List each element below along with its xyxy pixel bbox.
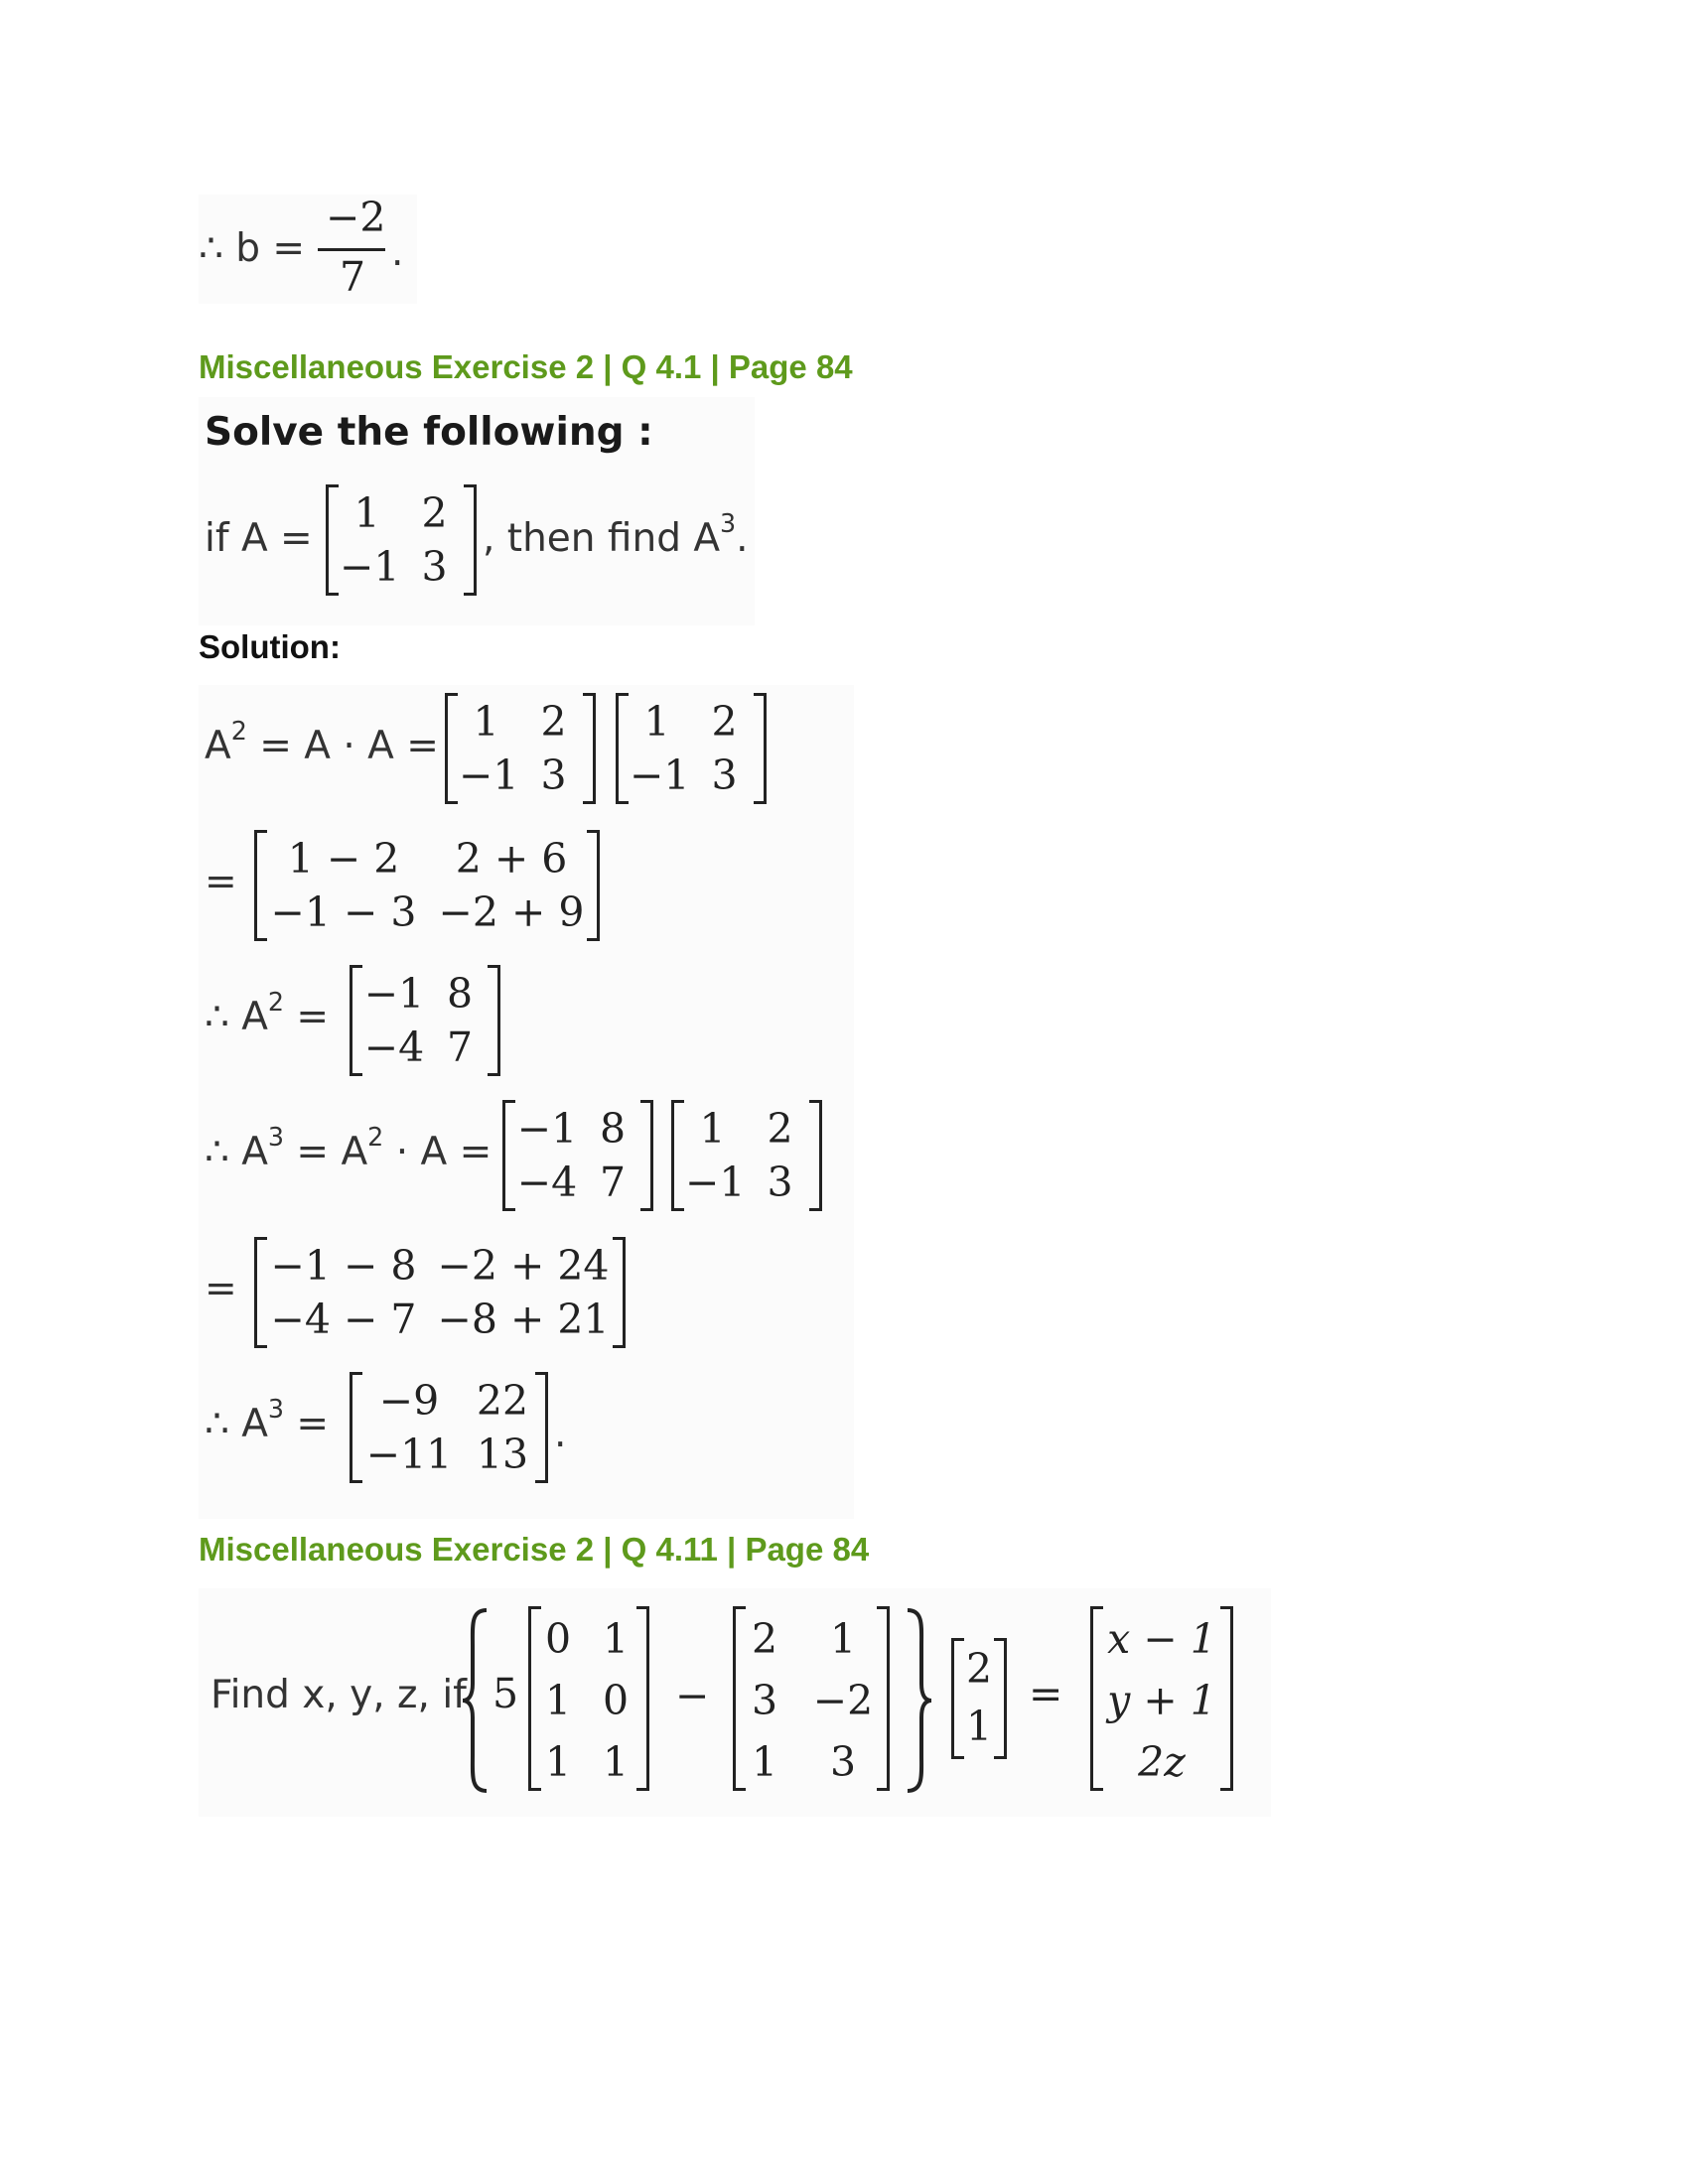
matrix-cell: 2 <box>540 698 567 746</box>
left-brace-icon <box>459 1606 494 1795</box>
matrix-cell: 1 <box>602 1615 630 1663</box>
matrix-rhs <box>1090 1606 1233 1791</box>
fraction-bar <box>318 248 385 251</box>
matrix-cell: 22 <box>476 1377 529 1425</box>
step-1-lhs: $A^2 = A \cdot A$ = <box>205 716 439 768</box>
fraction-prefix: ∴ b = <box>199 226 306 271</box>
matrix-cell: −11 <box>365 1431 453 1478</box>
matrix-cell: −8 + 21 <box>437 1296 610 1343</box>
matrix-cell: −1 <box>630 751 690 799</box>
matrix-cell: y + 1 <box>1107 1677 1216 1724</box>
step-3-lhs: ∴ $A^2$ = <box>205 987 330 1039</box>
matrix-cell: −1 − 8 <box>270 1242 417 1290</box>
matrix-cell: 2 <box>711 698 738 746</box>
matrix <box>733 1606 890 1791</box>
matrix-cell: −1 <box>459 751 519 799</box>
matrix-cell: −4 − 7 <box>270 1296 417 1343</box>
matrix-cell: 2 <box>965 1645 993 1693</box>
matrix <box>254 1237 626 1348</box>
step-6-lhs: ∴ $A^3$ = <box>205 1394 330 1446</box>
matrix-cell: −2 + 24 <box>437 1242 610 1290</box>
matrix-cell: −2 <box>812 1677 874 1724</box>
matrix-cell: 2 <box>751 1615 778 1663</box>
matrix-cell: 1 <box>643 698 670 746</box>
matrix <box>350 965 500 1076</box>
matrix-cell: −1 <box>340 543 400 591</box>
matrix-cell: 3 <box>711 751 738 799</box>
matrix <box>254 830 600 941</box>
matrix <box>528 1606 649 1791</box>
matrix-cell: 2z <box>1138 1738 1186 1786</box>
matrix-cell: 8 <box>446 970 474 1018</box>
fraction-numerator: −2 <box>326 194 386 241</box>
matrix-cell: 1 <box>473 698 499 746</box>
matrix-cell: −2 + 9 <box>438 888 585 936</box>
matrix-cell: 3 <box>540 751 567 799</box>
fraction-denominator: 7 <box>340 253 366 301</box>
matrix-cell: −4 <box>516 1159 578 1206</box>
q2-scalar: 5 <box>492 1670 519 1717</box>
matrix <box>951 1638 1007 1759</box>
step-2-lhs: = <box>205 860 237 904</box>
matrix-cell: 1 <box>829 1615 857 1663</box>
matrix-cell: −1 <box>363 970 425 1018</box>
matrix-cell: 1 <box>965 1703 993 1750</box>
matrix-cell: 1 <box>602 1738 630 1786</box>
matrix-cell: x − 1 <box>1107 1615 1216 1663</box>
matrix-cell: −1 − 3 <box>270 888 417 936</box>
q1-problem-prefix: if A = <box>205 516 313 561</box>
matrix-cell: 3 <box>829 1738 857 1786</box>
right-brace-icon <box>900 1606 935 1795</box>
matrix-cell: 1 <box>751 1738 778 1786</box>
q2-heading: Miscellaneous Exercise 2 | Q 4.11 | Page 84 <box>199 1531 870 1568</box>
matrix <box>350 1372 548 1483</box>
fraction-suffix: . <box>391 230 404 275</box>
step-4-lhs: ∴ $A^3 = A^2 \cdot A$ = <box>205 1122 492 1174</box>
matrix-cell: 7 <box>446 1024 474 1071</box>
matrix-cell: 3 <box>421 543 448 591</box>
step-5-lhs: = <box>205 1267 237 1311</box>
matrix-cell: 1 <box>353 489 380 537</box>
q1-title: Solve the following : <box>205 410 653 455</box>
matrix-cell: 2 + 6 <box>455 835 568 883</box>
q2-minus: − <box>675 1672 710 1719</box>
matrix-cell: 7 <box>599 1159 627 1206</box>
q2-problem-prefix: Find x, y, z, if <box>211 1673 467 1717</box>
matrix-cell: −1 <box>516 1105 578 1153</box>
matrix-cell: 3 <box>751 1677 778 1724</box>
matrix-cell: 0 <box>544 1615 572 1663</box>
matrix-cell: −1 <box>685 1159 746 1206</box>
matrix-cell: 2 <box>767 1105 793 1153</box>
matrix-cell: 13 <box>476 1431 529 1478</box>
matrix-cell: 2 <box>421 489 448 537</box>
q1-problem-suffix: , then find $A^3$. <box>483 508 749 561</box>
matrix-cell: −4 <box>363 1024 425 1071</box>
matrix-cell: 3 <box>767 1159 793 1206</box>
matrix-cell: 1 − 2 <box>287 835 400 883</box>
matrix-cell: −9 <box>378 1377 440 1425</box>
matrix-cell: 1 <box>544 1738 572 1786</box>
solution-label: Solution: <box>199 628 341 665</box>
matrix <box>502 1100 653 1211</box>
matrix-cell: 0 <box>602 1677 630 1724</box>
matrix-cell: 8 <box>599 1105 627 1153</box>
matrix-cell: 1 <box>544 1677 572 1724</box>
matrix <box>445 693 596 804</box>
matrix-cell: 1 <box>699 1105 726 1153</box>
matrix-A <box>326 484 477 596</box>
matrix <box>616 693 767 804</box>
matrix <box>671 1100 822 1211</box>
step-6-end: . <box>554 1412 567 1456</box>
q2-equals: = <box>1029 1670 1063 1717</box>
q1-heading: Miscellaneous Exercise 2 | Q 4.1 | Page 84 <box>199 348 853 385</box>
